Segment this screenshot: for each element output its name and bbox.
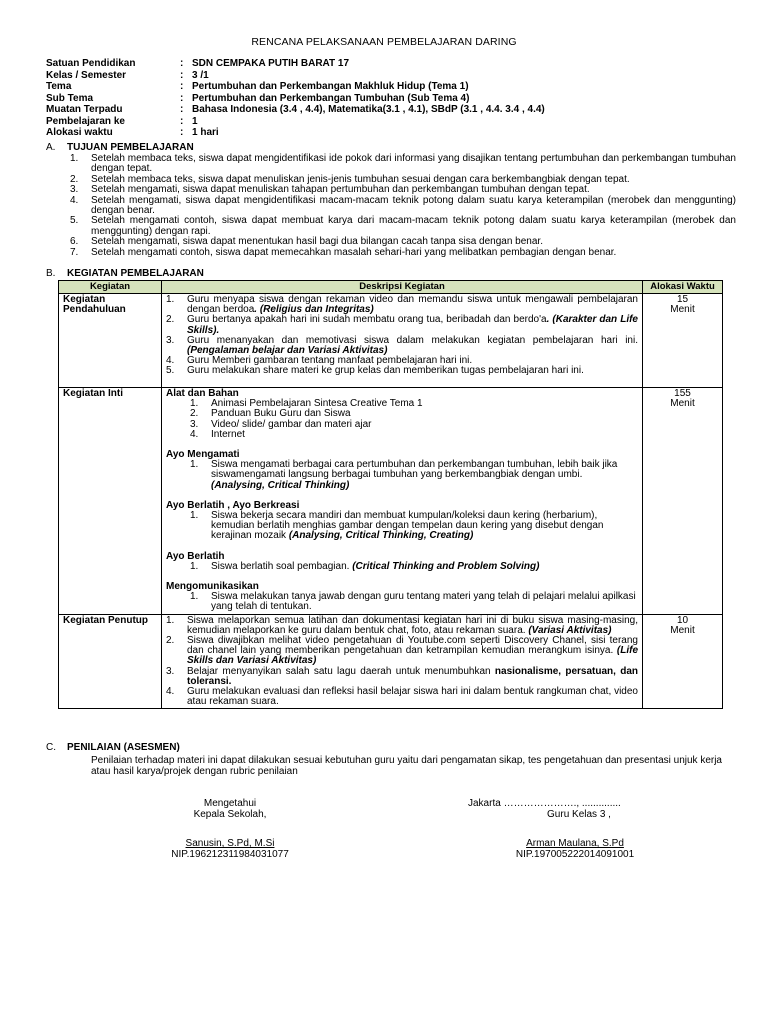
goal-item: 3. Setelah mengamati, siswa dapat menuliskan tahapan pertumbuhan dan perkembangan tumbuhan dengan tepat. [70, 184, 590, 196]
signature-right: Jakarta …………………., .............. Guru Kelas 3 , Arman Maulana, S.Pd NIP.197005222014091001 [455, 798, 695, 860]
alat-heading: Alat dan Bahan [166, 388, 239, 399]
section-a-letter: A. [46, 142, 56, 153]
identity-colon: : [180, 58, 184, 69]
penutup-item: 2. Siswa diwajibkan melihat video pengetahuan di Youtube.com seperti Discovery Chanel, sisi terang dan chanel lain yang memberikan pengetahuan dan ketrampilan kemudian merangkum isinya. (Life Skills dan Variasi Aktivitas) [166, 635, 638, 667]
penutup-item: 4. Guru melakukan evaluasi dan refleksi hasil belajar siswa hari ini dalam bentuk rangkuman chat, video atau rekaman suara. [166, 686, 638, 708]
berlatih-item: 1. Siswa berlatih soal pembagian. (Critical Thinking and Problem Solving) [190, 560, 540, 572]
kegiatan-pendahuluan-label: Kegiatan Pendahuluan [59, 294, 162, 388]
identity-key: Sub Tema [46, 92, 94, 104]
teacher-nip: NIP.197005222014091001 [515, 849, 635, 860]
identity-colon: : [180, 127, 184, 138]
alat-item: 3. Video/ slide/ gambar dan materi ajar [190, 418, 372, 430]
identity-colon: : [180, 81, 184, 92]
berlatih-berkreasi-heading: Ayo Berlatih , Ayo Berkreasi [166, 499, 300, 511]
goal-item: 7. Setelah mengamati contoh, siswa dapat memecahkan masalah sehari-hari yang melibatkan pembagian dengan benar. [70, 246, 617, 258]
row-penutup [59, 614, 723, 709]
alat-item: 4. Internet [190, 428, 245, 440]
identity-key: Muatan Terpadu [46, 104, 123, 115]
pendahuluan-time: 15 Menit [643, 294, 723, 388]
assessment-text: Penilaian terhadap materi ini dapat dilakukan sesuai kebutuhan guru yaitu dari pengamatan sikap, tes pengetahuan dan presentasi unjuk kerja atau hasil karya/projek dengan rubric penilaian [91, 755, 722, 777]
identity-colon: : [180, 104, 184, 115]
goal-item: 5. Setelah mengamati contoh, siswa dapat membuat karya dari macam-macam teknik potong dalam suatu karya keterampilan (merobek dan menggunting) dengan rapi. [70, 215, 736, 237]
identity-row [46, 116, 545, 128]
row-pendahuluan [59, 294, 723, 388]
pendahuluan-description [162, 294, 643, 388]
pendahuluan-item: 1. Guru menyapa siswa dengan rekaman video dan memandu siswa untuk mengawali pembelajaran dengan berdoa. (Religius dan Integritas) [166, 294, 638, 316]
pendahuluan-item: 3. Guru menanyakan dan memotivasi siswa dalam melakukan kegiatan pembelajaran hari ini. (Pengalaman belajar dan Variasi Aktivitas) [166, 334, 638, 357]
mengamati-item: 1. Siswa mengamati berbagai cara pertumbuhan dan perkembangan tumbuhan, lebih baik jika siswamengamati langsung berbagai tumbuhan yang berkembangbiak dengan umbi. (Analysing, Critical Thinking) [190, 459, 618, 491]
identity-row [46, 127, 545, 139]
mengomunikasikan-heading: Mengomunikasikan [166, 581, 259, 593]
identity-value: 3 /1 [192, 69, 209, 81]
teacher-name: Arman Maulana, S.Pd [526, 838, 624, 849]
section-a-heading: TUJUAN PEMBELAJARAN [67, 142, 194, 153]
identity-key: Alokasi waktu [46, 127, 113, 138]
section-a [46, 142, 736, 258]
signature-left: Mengetahui Kepala Sekolah, Sanusin, S.Pd, M.Si NIP.196212311984031077 [150, 798, 310, 860]
identity-key: Satuan Pendidikan [46, 58, 136, 69]
alat-list [166, 399, 638, 440]
section-c [46, 742, 736, 753]
activities-table [58, 280, 723, 709]
identity-table [46, 58, 545, 139]
section-b-letter: B. [46, 268, 56, 279]
identity-key: Tema [46, 81, 72, 92]
section-c-letter: C. [46, 742, 56, 753]
goal-item: 4. Setelah mengamati, siswa dapat mengidentifikasi macam-macam teknik potong dalam suatu karya keterampilan (merobek dan menggunting) dengan benar. [70, 194, 736, 217]
identity-value: 1 [192, 115, 198, 127]
identity-colon: : [180, 92, 184, 104]
penutup-description [162, 614, 643, 709]
mengomunikasikan-item: 1. Siswa melakukan tanya jawab dengan guru tentang materi yang telah di pelajari melalui apilkasi yang telah di tentukan. [190, 591, 636, 613]
pendahuluan-item: 4. Guru Memberi gambaran tentang manfaat pembelajaran hari ini. [166, 355, 473, 367]
section-c-heading: PENILAIAN (ASESMEN) [67, 742, 180, 753]
identity-colon: : [180, 115, 184, 127]
pendahuluan-item: 2. Guru bertanya apakah hari ini sudah membatu orang tua, beribadah dan berdo'a. (Karakter dan Life Skills). [166, 314, 638, 336]
headmaster-nip: NIP.196212311984031077 [171, 849, 289, 860]
identity-colon: : [180, 69, 184, 81]
identity-value: Bahasa Indonesia (3.4 , 4.4), Matematika(3.1 , 4.1), SBdP (3.1 , 4.4. 3.4 , 4.4) [192, 104, 545, 115]
pendahuluan-item: 5. Guru melakukan share materi ke grup kelas dan memberikan tugas pembelajaran hari ini. [166, 365, 584, 377]
identity-key: Kelas / Semester [46, 69, 127, 81]
berlatih-berkreasi-item: 1. Siswa bekerja secara mandiri dan membuat kumpulan/koleksi daun kering (herbarium), kemudian berlatih menghias gambar dengan tempelan daun kering yang disebut dengan kerajinan mozaik (Analysing, Critical Thinking, Creating) [190, 510, 604, 542]
goal-item: 6. Setelah mengamati, siswa dapat menentukan hasil bagi dua bilangan cacah tanpa sisa dengan benar. [70, 236, 543, 248]
goal-item: 2. Setelah membaca teks, siswa dapat menuliskan jenis-jenis tumbuhan sesuai dengan cara berkembangbiak dengan tepat. [70, 173, 630, 185]
alat-item: 1. Animasi Pembelajaran Sintesa Creative Tema 1 [190, 398, 423, 410]
berlatih-heading: Ayo Berlatih [166, 550, 225, 562]
col-header-alokasi: Alokasi Waktu [643, 281, 723, 294]
identity-value: Pertumbuhan dan Perkembangan Tumbuhan (Sub Tema 4) [192, 92, 470, 104]
identity-row [46, 70, 545, 82]
identity-row [46, 81, 545, 93]
goal-item: 1. Setelah membaca teks, siswa dapat mengidentifikasi ide pokok dari informasi yang disajikan tentang pertumbuhan dan perkembangan tumbuhan dengan tepat. [70, 153, 736, 175]
identity-value: Pertumbuhan dan Perkembangan Makhluk Hidup (Tema 1) [192, 81, 469, 92]
identity-value: SDN CEMPAKA PUTIH BARAT 17 [192, 58, 350, 69]
row-inti [59, 388, 723, 615]
section-b-heading: KEGIATAN PEMBELAJARAN [67, 268, 204, 279]
col-header-deskripsi: Deskripsi Kegiatan [162, 281, 643, 294]
col-header-kegiatan: Kegiatan [59, 281, 162, 294]
mengamati-heading: Ayo Mengamati [166, 449, 240, 461]
kegiatan-inti-label: Kegiatan Inti [59, 388, 162, 615]
alat-item: 2. Panduan Buku Guru dan Siswa [190, 408, 351, 420]
identity-row [46, 93, 545, 105]
place-date: Jakarta …………………., .............. [468, 798, 621, 809]
kegiatan-penutup-label: Kegiatan Penutup [59, 614, 162, 709]
identity-row [46, 104, 545, 116]
headmaster-name: Sanusin, S.Pd, M.Si [185, 838, 275, 849]
section-b-heading-row [46, 268, 736, 279]
identity-row [46, 58, 545, 70]
inti-time: 155 Menit [643, 388, 723, 615]
identity-key: Pembelajaran ke [46, 115, 125, 127]
document-title: RENCANA PELAKSANAAN PEMBELAJARAN DARING [251, 36, 517, 48]
penutup-time: 10 Menit [643, 614, 723, 709]
penutup-item: 3. Belajar menyanyikan salah satu lagu daerah untuk menumbuhkan nasionalisme, persatuan, dan toleransi. [166, 665, 638, 687]
penutup-item: 1. Siswa melaporkan semua latihan dan dokumentasi kegiatan hari ini di buku siswa masing-masing, kemudian melaporkan ke guru dalam bentuk chat, foto, atau rekaman suara. (Variasi Aktivitas) [166, 614, 638, 636]
identity-value: 1 hari [192, 127, 219, 138]
goals-list [70, 154, 736, 258]
inti-description [162, 388, 643, 615]
